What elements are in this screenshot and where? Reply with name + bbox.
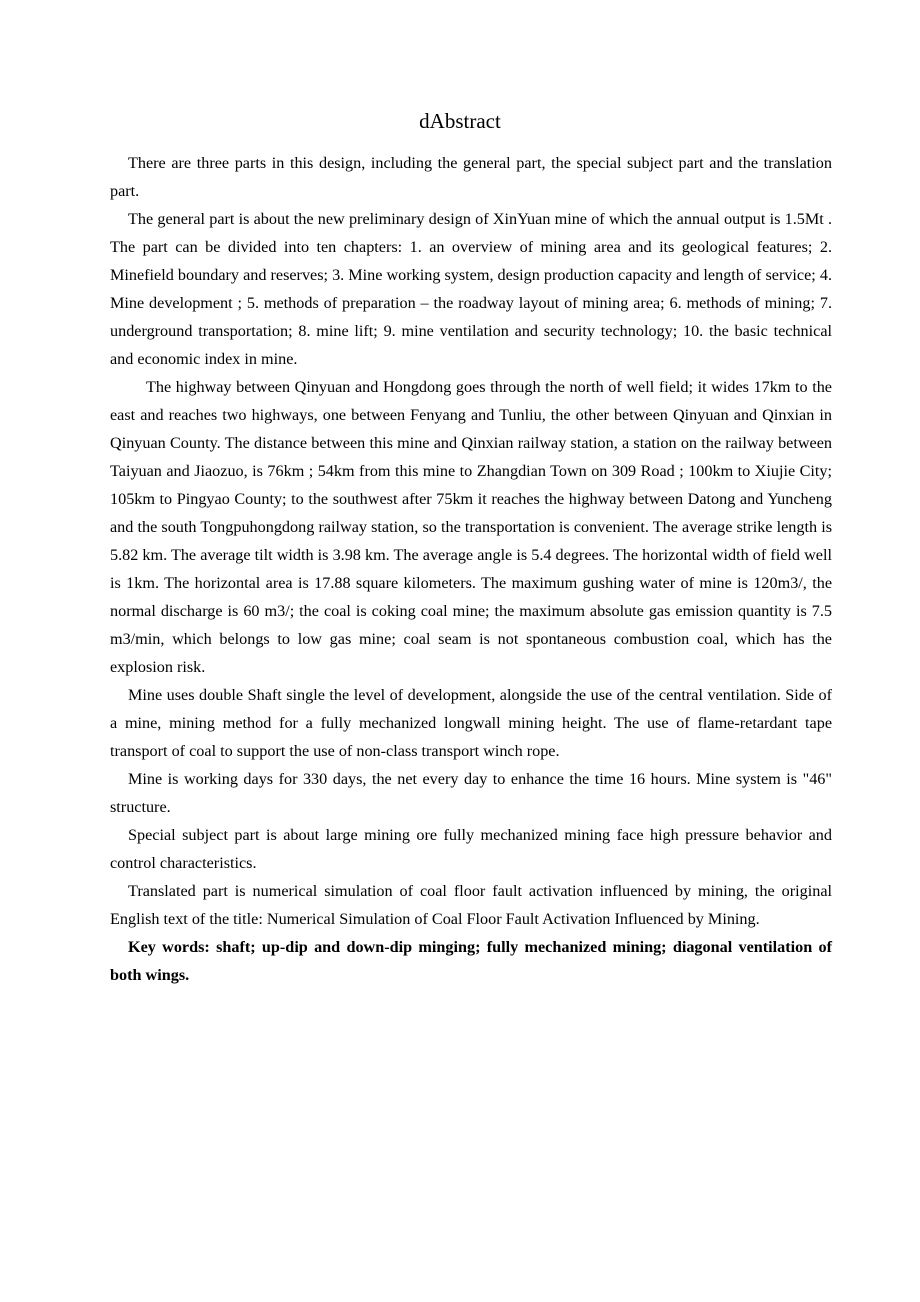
abstract-body [110, 149, 832, 989]
abstract-title: dAbstract [419, 109, 501, 133]
paragraph-special-subject: Special subject part is about large mining ore fully mechanized mining face high pressure behavior and control characteristics. [110, 826, 832, 872]
paragraph-transportation: The highway between Qinyuan and Hongdong goes through the north of well field; it wides 17km to the east and reaches two highways, one between Fenyang and Tunliu, the other between Qinyuan and Qinxian in Qinyuan County. The distance between this mine and Qinxian railway station, a station on the railway between Taiyuan and Jiaozuo, is 76km ; 54km from this mine to Zhangdian Town on 309 Road ; 100km to Xiujie City; 105km to Pingyao County; to the southwest after 75km it reaches the highway between Datong and Yuncheng and the south Tongpuhongdong railway station, so the transportation is convenient. The average strike length is 5.82 km. The average tilt width is 3.98 km. The average angle is 5.4 degrees. The horizontal width of field well is 1km. The horizontal area is 17.88 square kilometers. The maximum gushing water of mine is 120m3/, the normal discharge is 60 m3/; the coal is coking coal mine; the maximum absolute gas emission quantity is 7.5 m3/min, which belongs to low gas mine; coal seam is not spontaneous combustion coal, which has the explosion risk. [110, 378, 832, 676]
paragraph-working-days: Mine is working days for 330 days, the net every day to enhance the time 16 hours. Mine system is "46" structure. [110, 770, 832, 816]
keywords: Key words: shaft; up-dip and down-dip minging; fully mechanized mining; diagonal ventilation of both wings. [110, 938, 832, 984]
paragraph-translation: Translated part is numerical simulation of coal floor fault activation influenced by mining, the original English text of the title: Numerical Simulation of Coal Floor Fault Activation Influenced by Mining. [110, 882, 832, 928]
paragraph-overview: There are three parts in this design, including the general part, the special subject part and the translation part. [110, 154, 832, 200]
paragraph-general-part: The general part is about the new preliminary design of XinYuan mine of which the annual output is 1.5Mt . The part can be divided into ten chapters: 1. an overview of mining area and its geological features; 2. Minefield boundary and reserves; 3. Mine working system, design production capacity and length of service; 4. Mine development ; 5. methods of preparation – the roadway layout of mining area; 6. methods of mining; 7. underground transportation; 8. mine lift; 9. mine ventilation and security technology; 10. the basic technical and economic index in mine. [110, 210, 832, 368]
paragraph-development: Mine uses double Shaft single the level of development, alongside the use of the central ventilation. Side of a mine, mining method for a fully mechanized longwall mining height. The use of flame-retardant tape transport of coal to support the use of non-class transport winch rope. [110, 686, 832, 760]
